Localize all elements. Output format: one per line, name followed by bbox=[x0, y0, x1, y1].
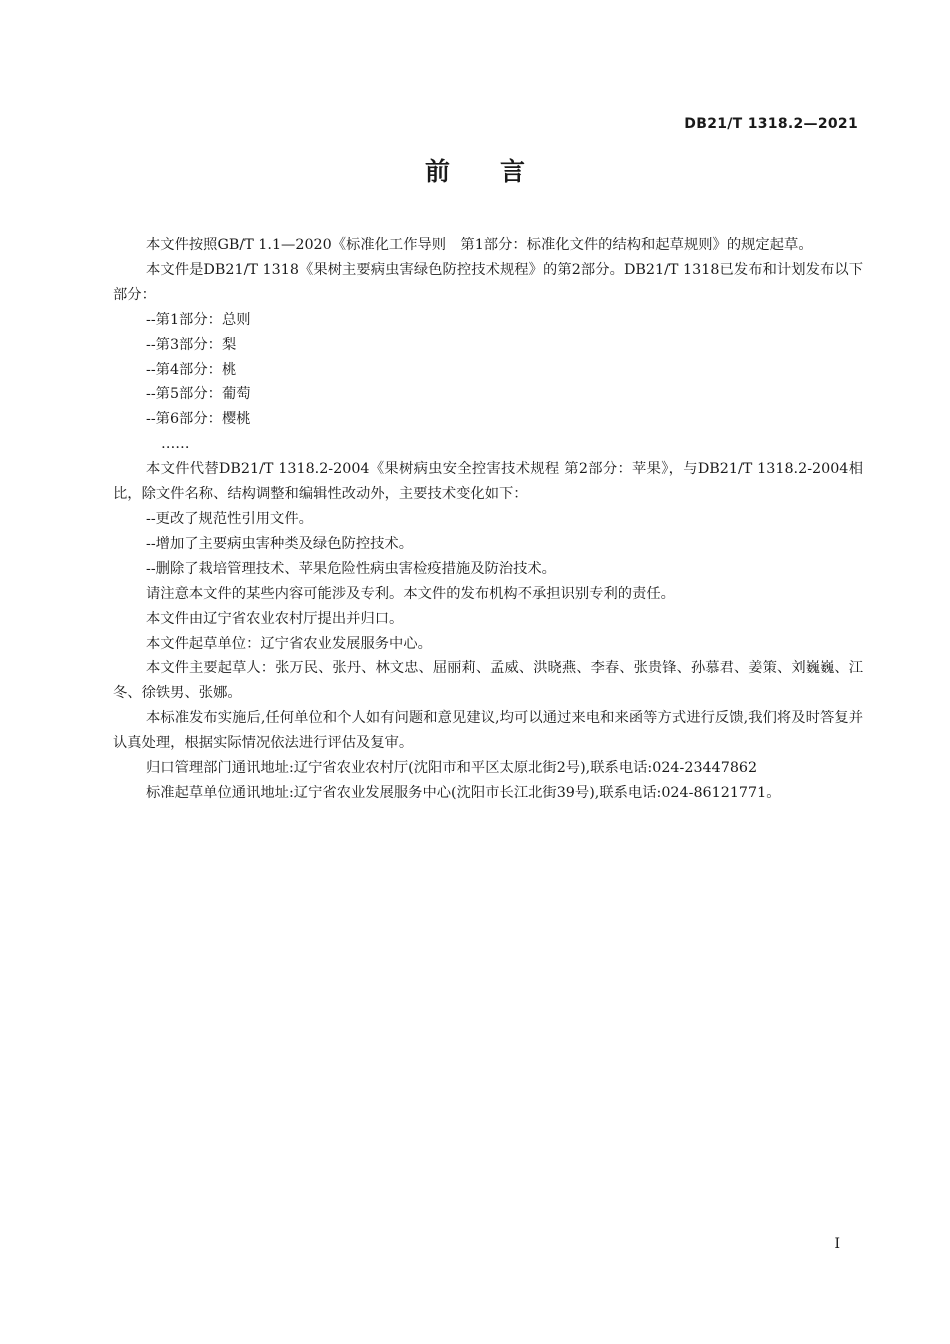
paragraph-proposer: 本文件由辽宁省农业农村厅提出并归口。 bbox=[146, 610, 404, 627]
list-item-part-6: --第6部分：樱桃 bbox=[146, 411, 251, 428]
list-ellipsis: …… bbox=[161, 436, 190, 453]
paragraph-authority-address: 归口管理部门通讯地址:辽宁省农业农村厅(沈阳市和平区太原北街2号),联系电话:024-23447862 bbox=[146, 760, 758, 777]
paragraph-feedback: 本标准发布实施后,任何单位和个人如有问题和意见建议,均可以通过来电和来函等方式进行反馈,我们将及时答复并认真处理，根据实际情况依法进行评估及复审。 bbox=[113, 710, 863, 752]
list-item-part-3: --第3部分：梨 bbox=[146, 336, 237, 353]
list-item-part-5: --第5部分：葡萄 bbox=[146, 386, 251, 403]
paragraph-drafting-unit: 本文件起草单位：辽宁省农业发展服务中心。 bbox=[146, 635, 432, 652]
list-item-change-3: --删除了栽培管理技术、苹果危险性病虫害检疫措施及防治技术。 bbox=[146, 560, 556, 577]
list-item-part-1: --第1部分：总则 bbox=[146, 311, 251, 328]
list-item-part-4: --第4部分：桃 bbox=[146, 361, 237, 378]
list-item-change-2: --增加了主要病虫害种类及绿色防控技术。 bbox=[146, 535, 414, 552]
list-item-change-1: --更改了规范性引用文件。 bbox=[146, 510, 313, 527]
page-title: 前言 bbox=[424, 157, 575, 186]
page-number: I bbox=[834, 1236, 840, 1252]
paragraph-patent-notice: 请注意本文件的某些内容可能涉及专利。本文件的发布机构不承担识别专利的责任。 bbox=[146, 585, 675, 602]
paragraph-series-info: 本文件是DB21/T 1318《果树主要病虫害绿色防控技术规程》的第2部分。DB21/T 1318已发布和计划发布以下部分： bbox=[113, 261, 863, 303]
paragraph-drafting-rules: 本文件按照GB/T 1.1—2020《标准化工作导则 第1部分：标准化文件的结构和起草规则》的规定起草。 bbox=[146, 237, 813, 253]
foreword-body bbox=[113, 233, 863, 806]
paragraph-drafters: 本文件主要起草人：张万民、张丹、林文忠、屈丽莉、孟威、洪晓燕、李春、张贵锋、孙慕君、姜策、刘巍巍、江冬、徐铁男、张娜。 bbox=[113, 660, 863, 702]
document-code: DB21/T 1318.2—2021 bbox=[684, 116, 858, 132]
paragraph-drafter-address: 标准起草单位通讯地址:辽宁省农业发展服务中心(沈阳市长江北街39号),联系电话:024-86121771。 bbox=[146, 784, 781, 801]
paragraph-replacement: 本文件代替DB21/T 1318.2-2004《果树病虫安全控害技术规程 第2部分：苹果》，与DB21/T 1318.2-2004相比，除文件名称、结构调整和编辑性改动外，主要技术变化如下： bbox=[113, 461, 863, 503]
